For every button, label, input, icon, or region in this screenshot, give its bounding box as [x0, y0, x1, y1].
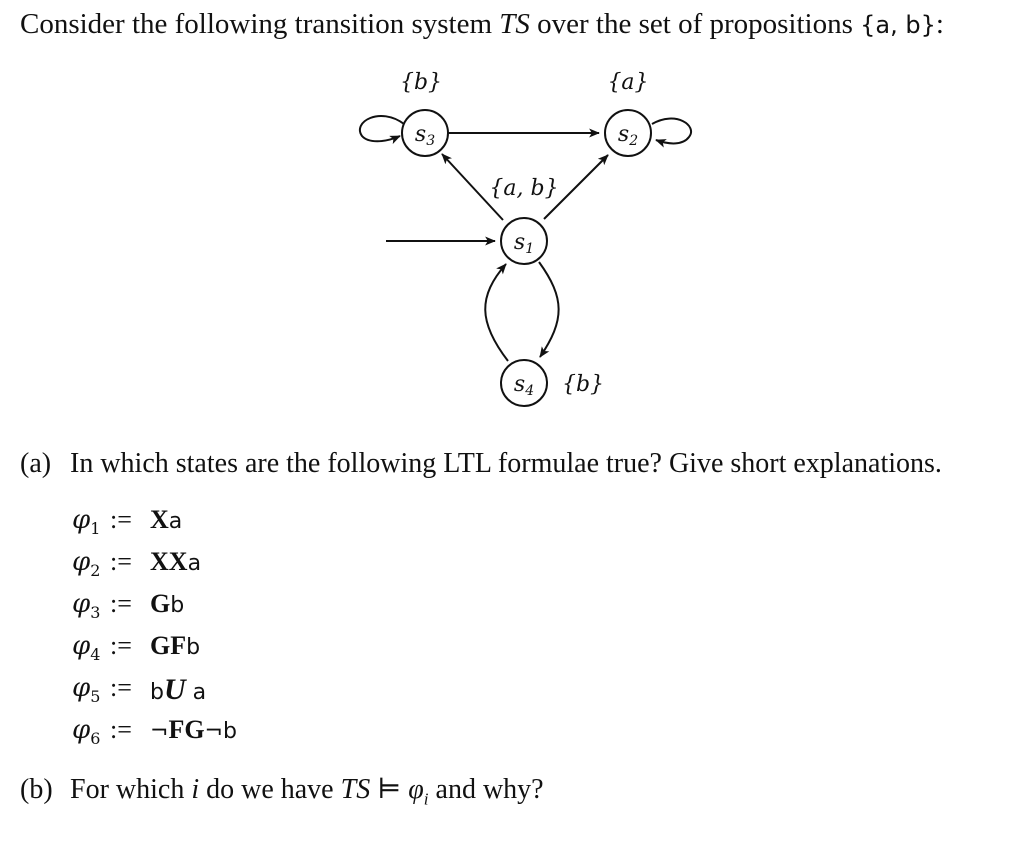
svg-text:s4: s4 — [513, 372, 535, 399]
question-b: (b) For which i do we have TS ⊨ $\varphi_i$ and why? — [20, 774, 544, 809]
self-loop-s2 — [652, 119, 691, 144]
state-s4 — [501, 360, 547, 406]
label-s3: {b} — [399, 70, 443, 95]
svg-text:s3: s3 — [414, 122, 436, 149]
svg-text:s2: s2 — [617, 122, 639, 149]
svg-text:s1: s1 — [513, 230, 535, 257]
label-s4: {b} — [561, 372, 605, 397]
question-a-tag: (a) — [20, 448, 52, 479]
edge-s1-s4 — [539, 262, 559, 357]
edge-s4-s1 — [485, 264, 508, 361]
intro-text-before: Consider the following transition system — [20, 8, 500, 40]
label-s1: {a, b} — [489, 176, 559, 201]
state-s2 — [605, 110, 651, 156]
self-loop-s3 — [360, 116, 404, 141]
question-a — [20, 448, 942, 480]
state-s1 — [501, 218, 547, 264]
proposition-set: {a, b} — [860, 11, 936, 39]
ts-symbol: TS — [499, 8, 530, 40]
intro-text-middle: over the set of propositions — [529, 8, 861, 40]
label-s2: {a} — [607, 70, 649, 95]
state-s3 — [402, 110, 448, 156]
intro-text-after: : — [935, 8, 944, 40]
question-a-text: In which states are the following LTL formulae true? Give short explanations. — [70, 448, 942, 479]
question-b-tag: (b) — [20, 774, 53, 805]
